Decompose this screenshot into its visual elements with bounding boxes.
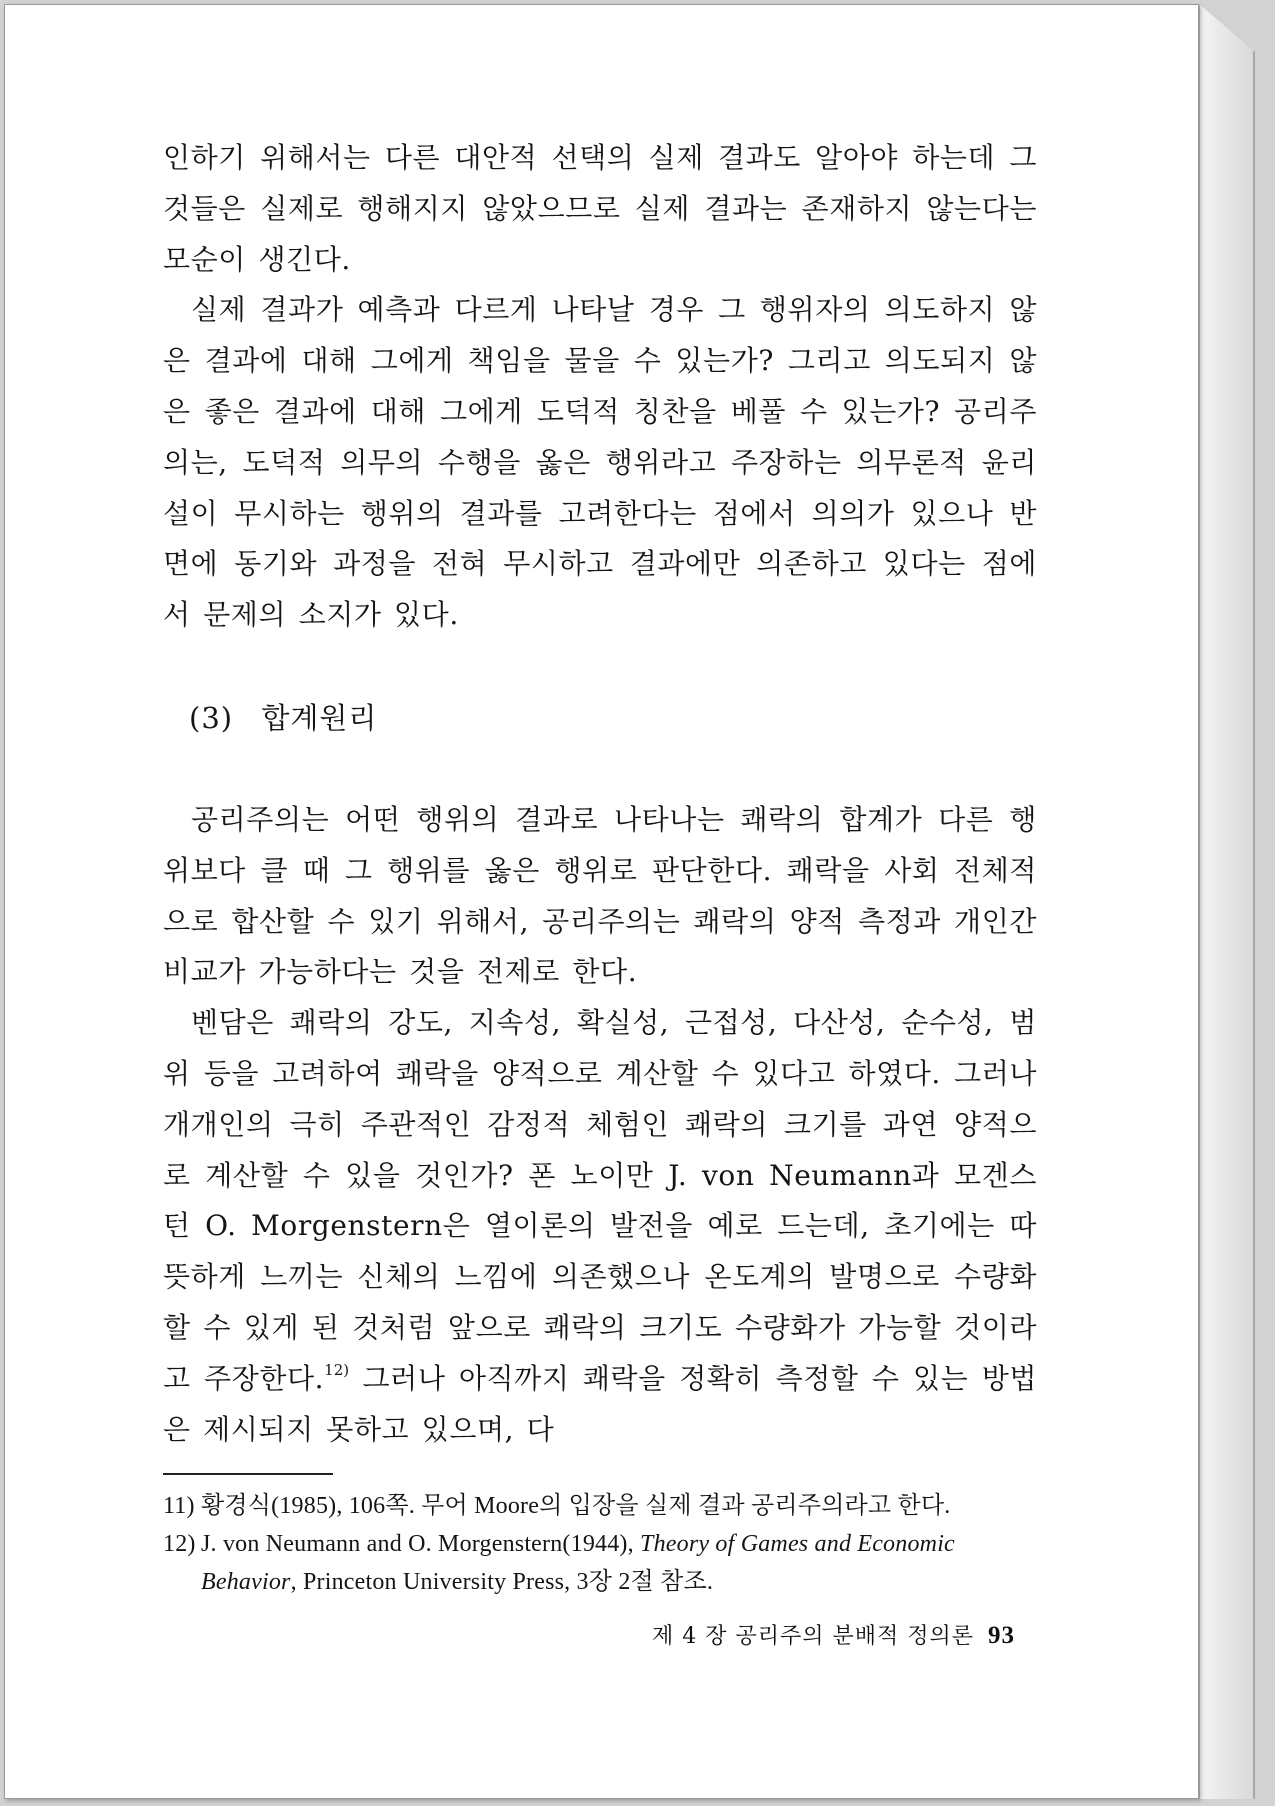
paragraph-4-text-a: 벤담은 쾌락의 강도, 지속성, 확실성, 근접성, 다산성, 순수성, 범위 등을 고려하여 쾌락을 양적으로 계산할 수 있다고 하였다. 그러나 개개인의 극히 주관적인 감정적 체험인 쾌락의 크기를 과연 양적으로 계산할 수 있을 것인가? 폰 노이만 J. von Neumann과 모겐스턴 O. Morgenstern은 열이론의 발전을 예로 드는데, 초기에는 따뜻하게 느끼는 신체의 느낌에 의존했으나 온도계의 발명으로 수량화할 수 있게 된 것처럼 앞으로 쾌락의 크기도 수량화가 가능할 것이라고 주장한다. bbox=[163, 1006, 1037, 1395]
paragraph-4 bbox=[163, 998, 1037, 1455]
paragraph-4-text-b: 그러나 아직까지 쾌락을 정확히 측정할 수 있는 방법은 제시되지 못하고 있으며, 다 bbox=[163, 1361, 1037, 1446]
page-number: 93 bbox=[988, 1622, 1015, 1649]
book-spine-border bbox=[1199, 4, 1255, 1799]
paragraph-1: 인하기 위해서는 다른 대안적 선택의 실제 결과도 알아야 하는데 그것들은 실제로 행해지지 않았으므로 실제 결과는 존재하지 않는다는 모순이 생긴다. bbox=[163, 141, 1037, 276]
footnote-12-text-a: J. von Neumann and O. Morgenstern(1944), bbox=[201, 1531, 641, 1558]
footnote-12-text-b: , Princeton University Press, 3장 2절 참조. bbox=[290, 1569, 714, 1596]
section-number: (3) bbox=[189, 700, 234, 735]
footnote-11 bbox=[163, 1487, 1037, 1525]
section-heading bbox=[189, 693, 1037, 743]
paragraph-2: 실제 결과가 예측과 다르게 나타날 경우 그 행위자의 의도하지 않은 결과에 대해 그에게 책임을 물을 수 있는가? 그리고 의도되지 않은 좋은 결과에 대해 그에게 도덕적 칭찬을 베풀 수 있는가? 공리주의는, 도덕적 의무의 수행을 옳은 행위라고 주장하는 의무론적 윤리설이 무시하는 행위의 결과를 고려한다는 점에서 의의가 있으나 반면에 동기와 과정을 전혀 무시하고 결과에만 의존하고 있다는 점에서 문제의 소지가 있다. bbox=[163, 293, 1037, 632]
book-page bbox=[4, 4, 1199, 1799]
footnote-reference-12[interactable]: 12) bbox=[324, 1360, 350, 1379]
footnote-divider bbox=[163, 1473, 333, 1475]
running-footer bbox=[615, 1619, 1015, 1650]
page-body bbox=[163, 133, 1037, 1601]
footnote-12 bbox=[163, 1525, 1037, 1601]
chapter-title: 제 4 장 공리주의 분배적 정의론 bbox=[652, 1624, 974, 1649]
footnote-12-number: 12) bbox=[163, 1531, 196, 1558]
footnote-11-number: 11) bbox=[163, 1493, 195, 1520]
footnote-12-book-title: Theory of Games and Economic Behavior bbox=[201, 1531, 955, 1596]
paragraph-3: 공리주의는 어떤 행위의 결과로 나타나는 쾌락의 합계가 다른 행위보다 클 때 그 행위를 옳은 행위로 판단한다. 쾌락을 사회 전체적으로 합산할 수 있기 위해서, 공리주의는 쾌락의 양적 측정과 개인간 비교가 가능하다는 것을 전제로 한다. bbox=[163, 802, 1037, 989]
footnote-11-text: 황경식(1985), 106쪽. 무어 Moore의 입장을 실제 결과 공리주의라고 한다. bbox=[201, 1493, 951, 1520]
section-title: 합계원리 bbox=[261, 700, 378, 735]
